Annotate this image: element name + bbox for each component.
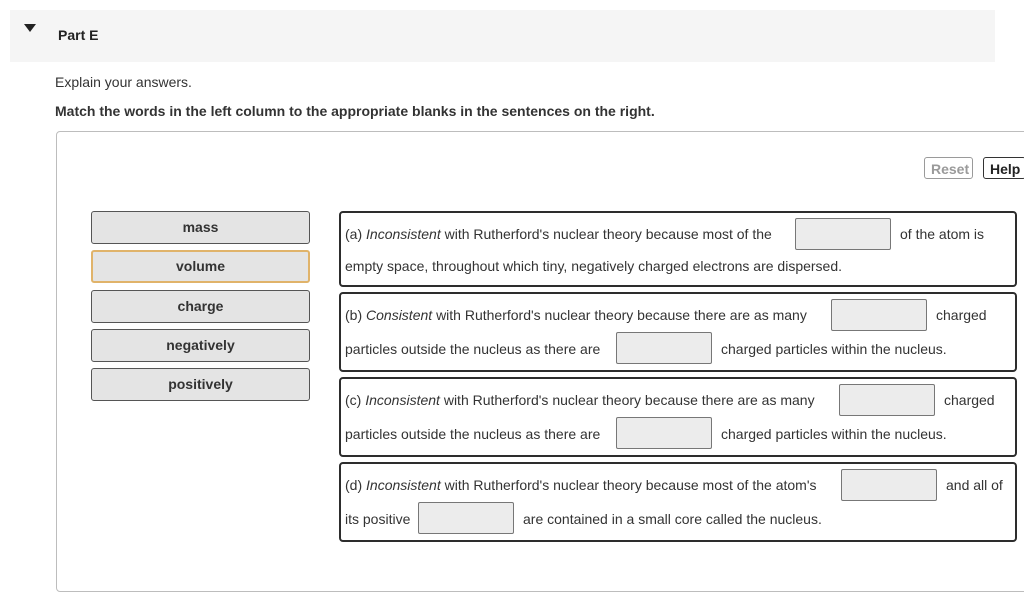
sentence-d-text4: are contained in a small core called the nucleus. — [523, 511, 822, 527]
part-header[interactable] — [10, 10, 995, 62]
collapse-caret-icon[interactable] — [24, 24, 36, 32]
sentence-c-text4: charged particles within the nucleus. — [721, 426, 947, 442]
match-instruction: Match the words in the left column to the appropriate blanks in the sentences on the right. — [55, 103, 655, 119]
sentence-c-blank-2[interactable] — [616, 417, 712, 449]
sentence-b-line1: (b) Consistent with Rutherford's nuclear theory because there are as many — [345, 307, 807, 323]
sentence-b-text2: charged — [936, 307, 987, 323]
sentence-b-blank-1[interactable] — [831, 299, 927, 331]
sentence-b-text4: charged particles within the nucleus. — [721, 341, 947, 357]
sentence-d-line1: (d) Inconsistent with Rutherford's nuclear theory because most of the atom's — [345, 477, 817, 493]
sentence-d-blank-1[interactable] — [841, 469, 937, 501]
sentence-d-blank-2[interactable] — [418, 502, 514, 534]
sentence-d-text3: its positive — [345, 511, 411, 527]
reset-button[interactable]: Reset — [924, 157, 973, 179]
sentence-b-blank-2[interactable] — [616, 332, 712, 364]
sentence-b-text3: particles outside the nucleus as there are — [345, 341, 601, 357]
sentence-a-blank-1[interactable] — [795, 218, 891, 250]
word-tile-volume[interactable]: volume — [91, 250, 310, 283]
sentence-a-text2: of the atom is — [900, 226, 985, 242]
sentence-c-text2: charged — [944, 392, 995, 408]
sentence-c-line1: (c) Inconsistent with Rutherford's nuclear theory because there are as many — [345, 392, 815, 408]
word-tile-mass[interactable]: mass — [91, 211, 310, 244]
sentence-c-blank-1[interactable] — [839, 384, 935, 416]
sentence-a-line1: (a) Inconsistent with Rutherford's nuclear theory because most of the — [345, 226, 772, 242]
sentence-c-text3: particles outside the nucleus as there are — [345, 426, 601, 442]
word-tile-positively[interactable]: positively — [91, 368, 310, 401]
word-tile-negatively[interactable]: negatively — [91, 329, 310, 362]
word-tile-charge[interactable]: charge — [91, 290, 310, 323]
sentence-d-text2: and all of — [946, 477, 1003, 493]
sentence-a-box — [339, 211, 1017, 287]
help-button[interactable]: Help — [983, 157, 1024, 179]
sentence-a-line2: empty space, throughout which tiny, negatively charged electrons are dispersed. — [345, 258, 843, 274]
explain-prompt: Explain your answers. — [55, 74, 192, 90]
part-title: Part E — [58, 27, 99, 43]
